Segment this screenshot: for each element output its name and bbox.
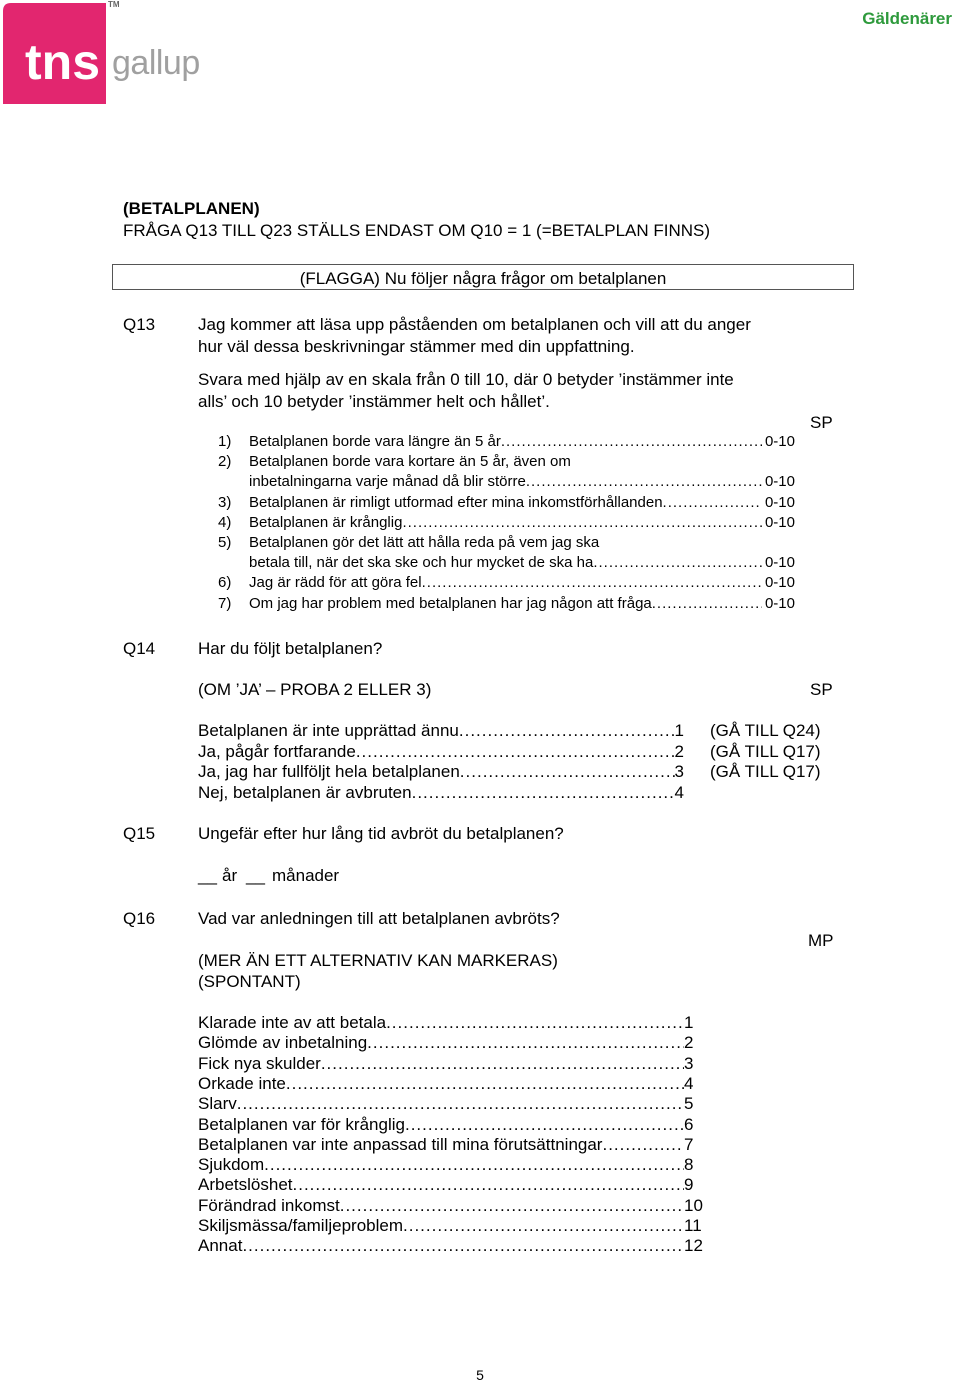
q14-option-label: Ja, pågår fortfarande <box>198 741 356 761</box>
q16-option[interactable] <box>198 1012 704 1033</box>
q14-option-label: Ja, jag har fullföljt hela betalplanen <box>198 762 460 781</box>
q16-option-label: Glömde av inbetalning <box>198 1033 368 1053</box>
dot-leader <box>593 553 762 573</box>
q13-statement-text: Betalplanen borde vara längre än 5 år <box>249 433 501 450</box>
dot-leader <box>286 1073 684 1094</box>
q16-option-code: 8 <box>684 1155 694 1175</box>
flag-text: (FLAGGA) Nu följer några frågor om betalplanen <box>299 269 667 288</box>
dot-leader <box>403 1215 684 1236</box>
dot-leader <box>602 1134 684 1155</box>
q16-option-label: Betalplanen var inte anpassad till mina förutsättningar <box>198 1134 603 1154</box>
section-instruction: FRÅGA Q13 TILL Q23 STÄLLS ENDAST OM Q10 = 1 (=BETALPLAN FINNS) <box>123 221 711 240</box>
flag-box <box>112 264 854 290</box>
q16-option-label: Slarv <box>198 1094 237 1114</box>
q13-statement-row[interactable] <box>249 594 795 614</box>
dot-leader <box>356 741 675 762</box>
q14-number: Q14 <box>123 639 156 658</box>
q16-option[interactable] <box>198 1154 704 1175</box>
q16-instruction-multi: (MER ÄN ETT ALTERNATIV KAN MARKERAS) <box>198 951 558 970</box>
q16-number: Q16 <box>123 909 156 928</box>
q14-option[interactable] <box>198 720 684 741</box>
dot-leader <box>459 720 675 741</box>
q15-months-label: månader <box>272 866 340 885</box>
q16-option-code: 4 <box>684 1073 694 1093</box>
q16-instruction-spontaneous: (SPONTANT) <box>198 972 301 991</box>
q13-statement-number: 7) <box>218 594 232 612</box>
q14-response-type: SP <box>810 680 833 699</box>
q13-statement-number: 4) <box>218 513 232 531</box>
q13-scale-value: 0-10 <box>764 594 795 612</box>
q14-option-goto: (GÅ TILL Q24) <box>710 721 821 740</box>
q16-option[interactable] <box>198 1215 704 1236</box>
q13-statement-row[interactable] <box>249 553 795 573</box>
q14-option-label: Betalplanen är inte upprättad ännu <box>198 721 459 740</box>
q13-statement-number: 2) <box>218 453 232 471</box>
dot-leader <box>402 513 762 533</box>
logo-gallup-text: gallup <box>112 44 200 82</box>
logo-tns-text: tns <box>25 34 100 90</box>
q16-option[interactable] <box>198 1174 704 1195</box>
q13-statement-row[interactable] <box>249 493 795 513</box>
q13-statement-row[interactable] <box>249 573 795 593</box>
q13-statement-number: 3) <box>218 493 232 511</box>
q14-option-code: 2 <box>674 741 684 761</box>
dot-leader <box>242 1235 684 1256</box>
dot-leader <box>405 1114 684 1135</box>
q16-option-label: Skiljsmässa/familjeproblem <box>198 1216 404 1235</box>
q14-option[interactable] <box>198 741 684 762</box>
q16-option[interactable] <box>198 1073 704 1094</box>
q16-option[interactable] <box>198 1114 704 1135</box>
dot-leader <box>367 1032 684 1053</box>
q13-statement-text: betala till, när det ska ske och hur mycket de ska ha <box>249 554 594 572</box>
q16-option-code: 3 <box>684 1053 694 1073</box>
q16-option[interactable] <box>198 1032 704 1053</box>
q16-option-code: 10 <box>684 1195 703 1215</box>
q16-option[interactable] <box>198 1093 704 1114</box>
q16-option-label: Fick nya skulder <box>198 1053 321 1073</box>
q13-scale-value: 0-10 <box>764 493 795 511</box>
q14-option-goto: (GÅ TILL Q17) <box>710 741 821 761</box>
q15-text: Ungefär efter hur lång tid avbröt du betalplanen? <box>198 824 564 843</box>
q16-text: Vad var anledningen till att betalplanen avbröts? <box>198 909 560 928</box>
dot-leader <box>386 1012 684 1033</box>
q14-probe: (OM ’JA’ – PROBA 2 ELLER 3) <box>198 680 432 699</box>
q13-statement-text: Betalplanen är krånglig <box>249 513 403 531</box>
q13-statement-row[interactable] <box>249 432 795 452</box>
q16-option-label: Betalplanen var för krånglig <box>198 1114 405 1134</box>
q13-statement-text: Jag är rädd för att göra fel <box>249 574 422 592</box>
q16-option-code: 5 <box>684 1094 694 1114</box>
q13-text-line2: hur väl dessa beskrivningar stämmer med din uppfattning. <box>198 337 635 356</box>
section-title: (BETALPLANEN) <box>123 199 260 218</box>
q13-statement-number: 5) <box>218 534 232 551</box>
q13-statement-text: Om jag har problem med betalplanen har jag någon att fråga <box>249 594 652 612</box>
q16-option[interactable] <box>198 1235 704 1256</box>
q16-option[interactable] <box>198 1195 704 1216</box>
dot-leader <box>663 493 762 513</box>
q16-option-code: 7 <box>684 1134 694 1154</box>
q16-option-label: Sjukdom <box>198 1155 265 1175</box>
q13-scale-line1: Svara med hjälp av en skala från 0 till 10, där 0 betyder ’instämmer inte <box>198 370 734 389</box>
q16-option-label: Annat <box>198 1236 243 1256</box>
q16-option-code: 11 <box>684 1216 702 1235</box>
q16-option-label: Förändrad inkomst <box>198 1195 340 1215</box>
q13-statement-text: Betalplanen borde vara kortare än 5 år, även om <box>249 453 571 471</box>
q13-scale-line2: alls’ och 10 betyder ’instämmer helt och hållet’. <box>198 392 550 411</box>
q14-option-code: 3 <box>674 762 684 781</box>
q13-number: Q13 <box>123 315 156 334</box>
q16-option-label: Klarade inte av att betala <box>198 1013 387 1032</box>
q14-option-code: 4 <box>674 782 684 802</box>
q16-option[interactable] <box>198 1134 704 1155</box>
q16-option[interactable] <box>198 1053 704 1074</box>
dot-leader <box>422 573 762 593</box>
q14-option-goto: (GÅ TILL Q17) <box>710 762 821 781</box>
dot-leader <box>293 1174 685 1195</box>
q13-statement-text: inbetalningarna varje månad då blir större <box>249 473 526 491</box>
q13-response-type: SP <box>810 413 833 432</box>
q15-number: Q15 <box>123 824 156 843</box>
q13-scale-value: 0-10 <box>764 513 795 531</box>
q14-option-label: Nej, betalplanen är avbruten <box>198 782 412 802</box>
q16-option-code: 12 <box>684 1236 703 1256</box>
q16-option-label: Orkade inte <box>198 1073 286 1093</box>
q13-scale-value: 0-10 <box>764 554 795 572</box>
q13-text-line1: Jag kommer att läsa upp påståenden om betalplanen och vill att du anger <box>198 315 751 334</box>
q15-years-blank[interactable]: __ <box>198 866 217 885</box>
trademark-label: TM <box>108 0 120 9</box>
q13-statement-row[interactable] <box>249 513 795 533</box>
q13-statement-number: 6) <box>218 574 232 592</box>
q13-scale-value: 0-10 <box>764 473 795 491</box>
tns-logo-icon <box>3 3 106 104</box>
document-tag: Gäldenärer <box>862 9 952 28</box>
dot-leader <box>340 1195 684 1216</box>
q15-years-label: år <box>222 866 238 885</box>
q14-option[interactable] <box>198 761 684 782</box>
dot-leader <box>412 782 675 803</box>
q14-option-code: 1 <box>674 721 684 740</box>
dot-leader <box>460 761 675 782</box>
dot-leader <box>652 594 762 614</box>
q14-option[interactable] <box>198 782 684 803</box>
q16-option-code: 6 <box>684 1114 694 1134</box>
q13-statement-number: 1) <box>218 433 232 450</box>
q13-statement-text: Betalplanen är rimligt utformad efter mina inkomstförhållanden <box>249 493 663 511</box>
q13-statement-text: Betalplanen gör det lätt att hålla reda på vem jag ska <box>249 534 600 551</box>
q14-text: Har du följt betalplanen? <box>198 639 383 658</box>
dot-leader <box>501 432 762 452</box>
dot-leader <box>321 1053 684 1074</box>
q16-option-code: 1 <box>684 1013 694 1032</box>
q16-option-label: Arbetslöshet <box>198 1175 293 1195</box>
q15-months-blank[interactable]: __ <box>246 866 265 885</box>
dot-leader <box>526 472 762 492</box>
q13-statement-row[interactable] <box>249 472 795 492</box>
q16-response-type: MP <box>808 931 834 950</box>
dot-leader <box>237 1093 684 1114</box>
q16-option-code: 9 <box>684 1175 694 1195</box>
dot-leader <box>264 1154 684 1175</box>
q13-scale-value: 0-10 <box>764 574 795 592</box>
q13-scale-value: 0-10 <box>764 433 795 450</box>
q16-option-code: 2 <box>684 1033 694 1053</box>
page-number: 5 <box>476 1367 484 1383</box>
